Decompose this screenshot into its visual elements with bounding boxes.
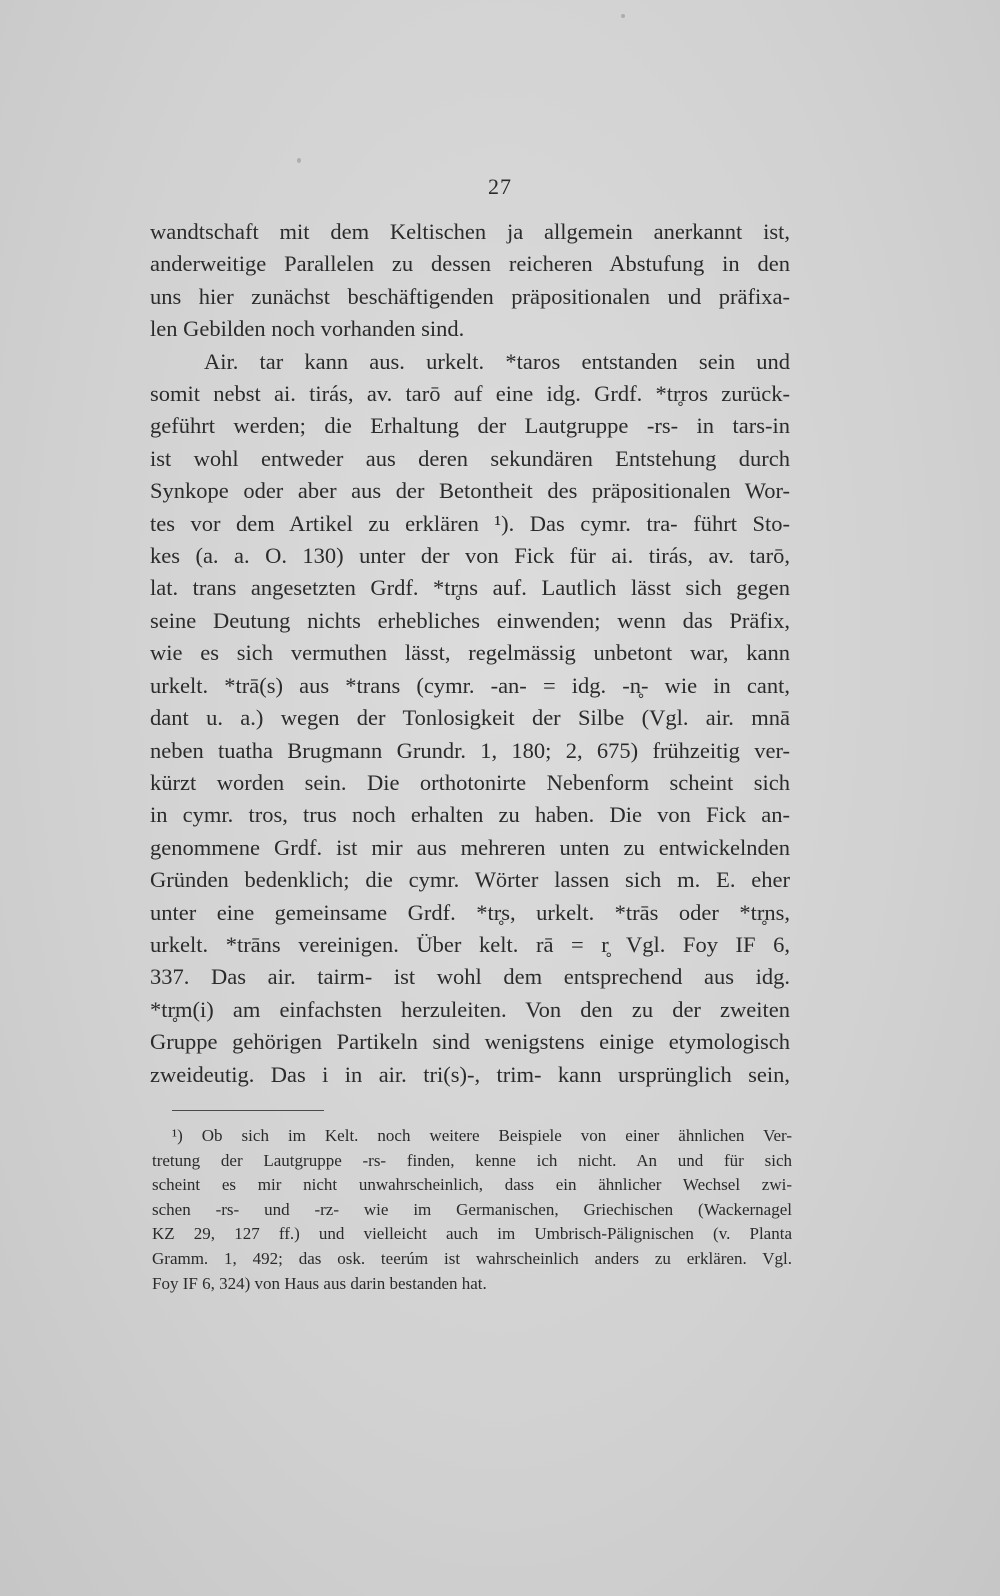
body-line: len Gebilden noch vorhanden sind.	[150, 316, 465, 342]
body-line: kes (a. a. O. 130) unter der von Fick für ai. tirás, av. tarō,	[150, 543, 790, 569]
body-line: 337. Das air. tairm- ist wohl dem entsprechend aus idg.	[150, 964, 790, 990]
page-number: 27	[488, 174, 512, 199]
body-line: dant u. a.) wegen der Tonlosigkeit der Silbe (Vgl. air. mnā	[150, 705, 790, 731]
body-line: wie es sich vermuthen lässt, regelmässig unbetont war, kann	[150, 640, 790, 666]
body-line: zweideutig. Das i in air. tri(s)-, trim- kann ursprünglich sein,	[150, 1061, 790, 1087]
footnote-line: scheint es mir nicht unwahrscheinlich, dass ein ähnlicher Wechsel zwi-	[152, 1175, 792, 1195]
footnote-divider	[172, 1110, 324, 1111]
ink-speck	[621, 14, 625, 18]
body-text	[150, 216, 790, 1091]
ink-speck	[297, 158, 301, 163]
body-line: kürzt worden sein. Die orthotonirte Nebenform scheint sich	[150, 769, 790, 795]
body-line: Gruppe gehörigen Partikeln sind wenigstens einige etymologisch	[150, 1029, 790, 1055]
body-line: neben tuatha Brugmann Grundr. 1, 180; 2, 675) frühzeitig ver-	[150, 737, 790, 763]
footnote-line: Gramm. 1, 492; das osk. teerúm ist wahrscheinlich anders zu erklären. Vgl.	[152, 1248, 792, 1268]
footnote-line: schen -rs- und -rz- wie im Germanischen, Griechischen (Wackernagel	[152, 1199, 792, 1219]
body-line: urkelt. *trā(s) aus *trans (cymr. -an- = idg. -n̥- wie in cant,	[150, 672, 790, 698]
body-line: geführt werden; die Erhaltung der Lautgruppe -rs- in tars-in	[150, 413, 790, 439]
footnote-line: ¹) Ob sich im Kelt. noch weitere Beispiele von einer ähnlichen Ver-	[172, 1126, 792, 1145]
body-line: ist wohl entweder aus deren sekundären Entstehung durch	[150, 445, 790, 471]
body-line: Air. tar kann aus. urkelt. *taros entstanden sein und	[204, 348, 790, 374]
body-line: seine Deutung nichts erhebliches einwenden; wenn das Präfix,	[150, 607, 790, 633]
body-line: in cymr. tros, trus noch erhalten zu haben. Die von Fick an-	[150, 802, 790, 828]
body-line: lat. trans angesetzten Grdf. *tr̥ns auf. Lautlich lässt sich gegen	[150, 575, 790, 601]
body-line: wandtschaft mit dem Keltischen ja allgemein anerkannt ist,	[150, 219, 790, 244]
body-line: uns hier zunächst beschäftigenden präpositionalen und präfixa-	[150, 283, 790, 309]
footnote-block	[152, 1124, 792, 1296]
body-line: anderweitige Parallelen zu dessen reicheren Abstufung in den	[150, 251, 790, 277]
body-line: Gründen bedenklich; die cymr. Wörter lassen sich m. E. eher	[150, 867, 790, 893]
footnote-line: Foy IF 6, 324) von Haus aus darin bestanden hat.	[152, 1273, 487, 1293]
body-line: tes vor dem Artikel zu erklären ¹). Das cymr. tra- führt Sto-	[150, 510, 790, 536]
body-line: Synkope oder aber aus der Betontheit des präpositionalen Wor-	[150, 478, 790, 504]
body-line: genommene Grdf. ist mir aus mehreren unten zu entwickelnden	[150, 834, 790, 860]
body-line: unter eine gemeinsame Grdf. *tr̥s, urkelt. *trās oder *tr̥ns,	[150, 899, 790, 925]
body-line: urkelt. *trāns vereinigen. Über kelt. rā = r̥ Vgl. Foy IF 6,	[150, 931, 790, 957]
body-line: somit nebst ai. tirás, av. tarō auf eine idg. Grdf. *tr̥ros zurück-	[150, 381, 790, 407]
footnote-line: tretung der Lautgruppe -rs- finden, kenne ich nicht. An und für sich	[152, 1150, 792, 1170]
body-line: *tr̥m(i) am einfachsten herzuleiten. Von den zu der zweiten	[150, 996, 790, 1022]
footnote-line: KZ 29, 127 ff.) und vielleicht auch im Umbrisch-Pälignischen (v. Planta	[152, 1224, 792, 1244]
